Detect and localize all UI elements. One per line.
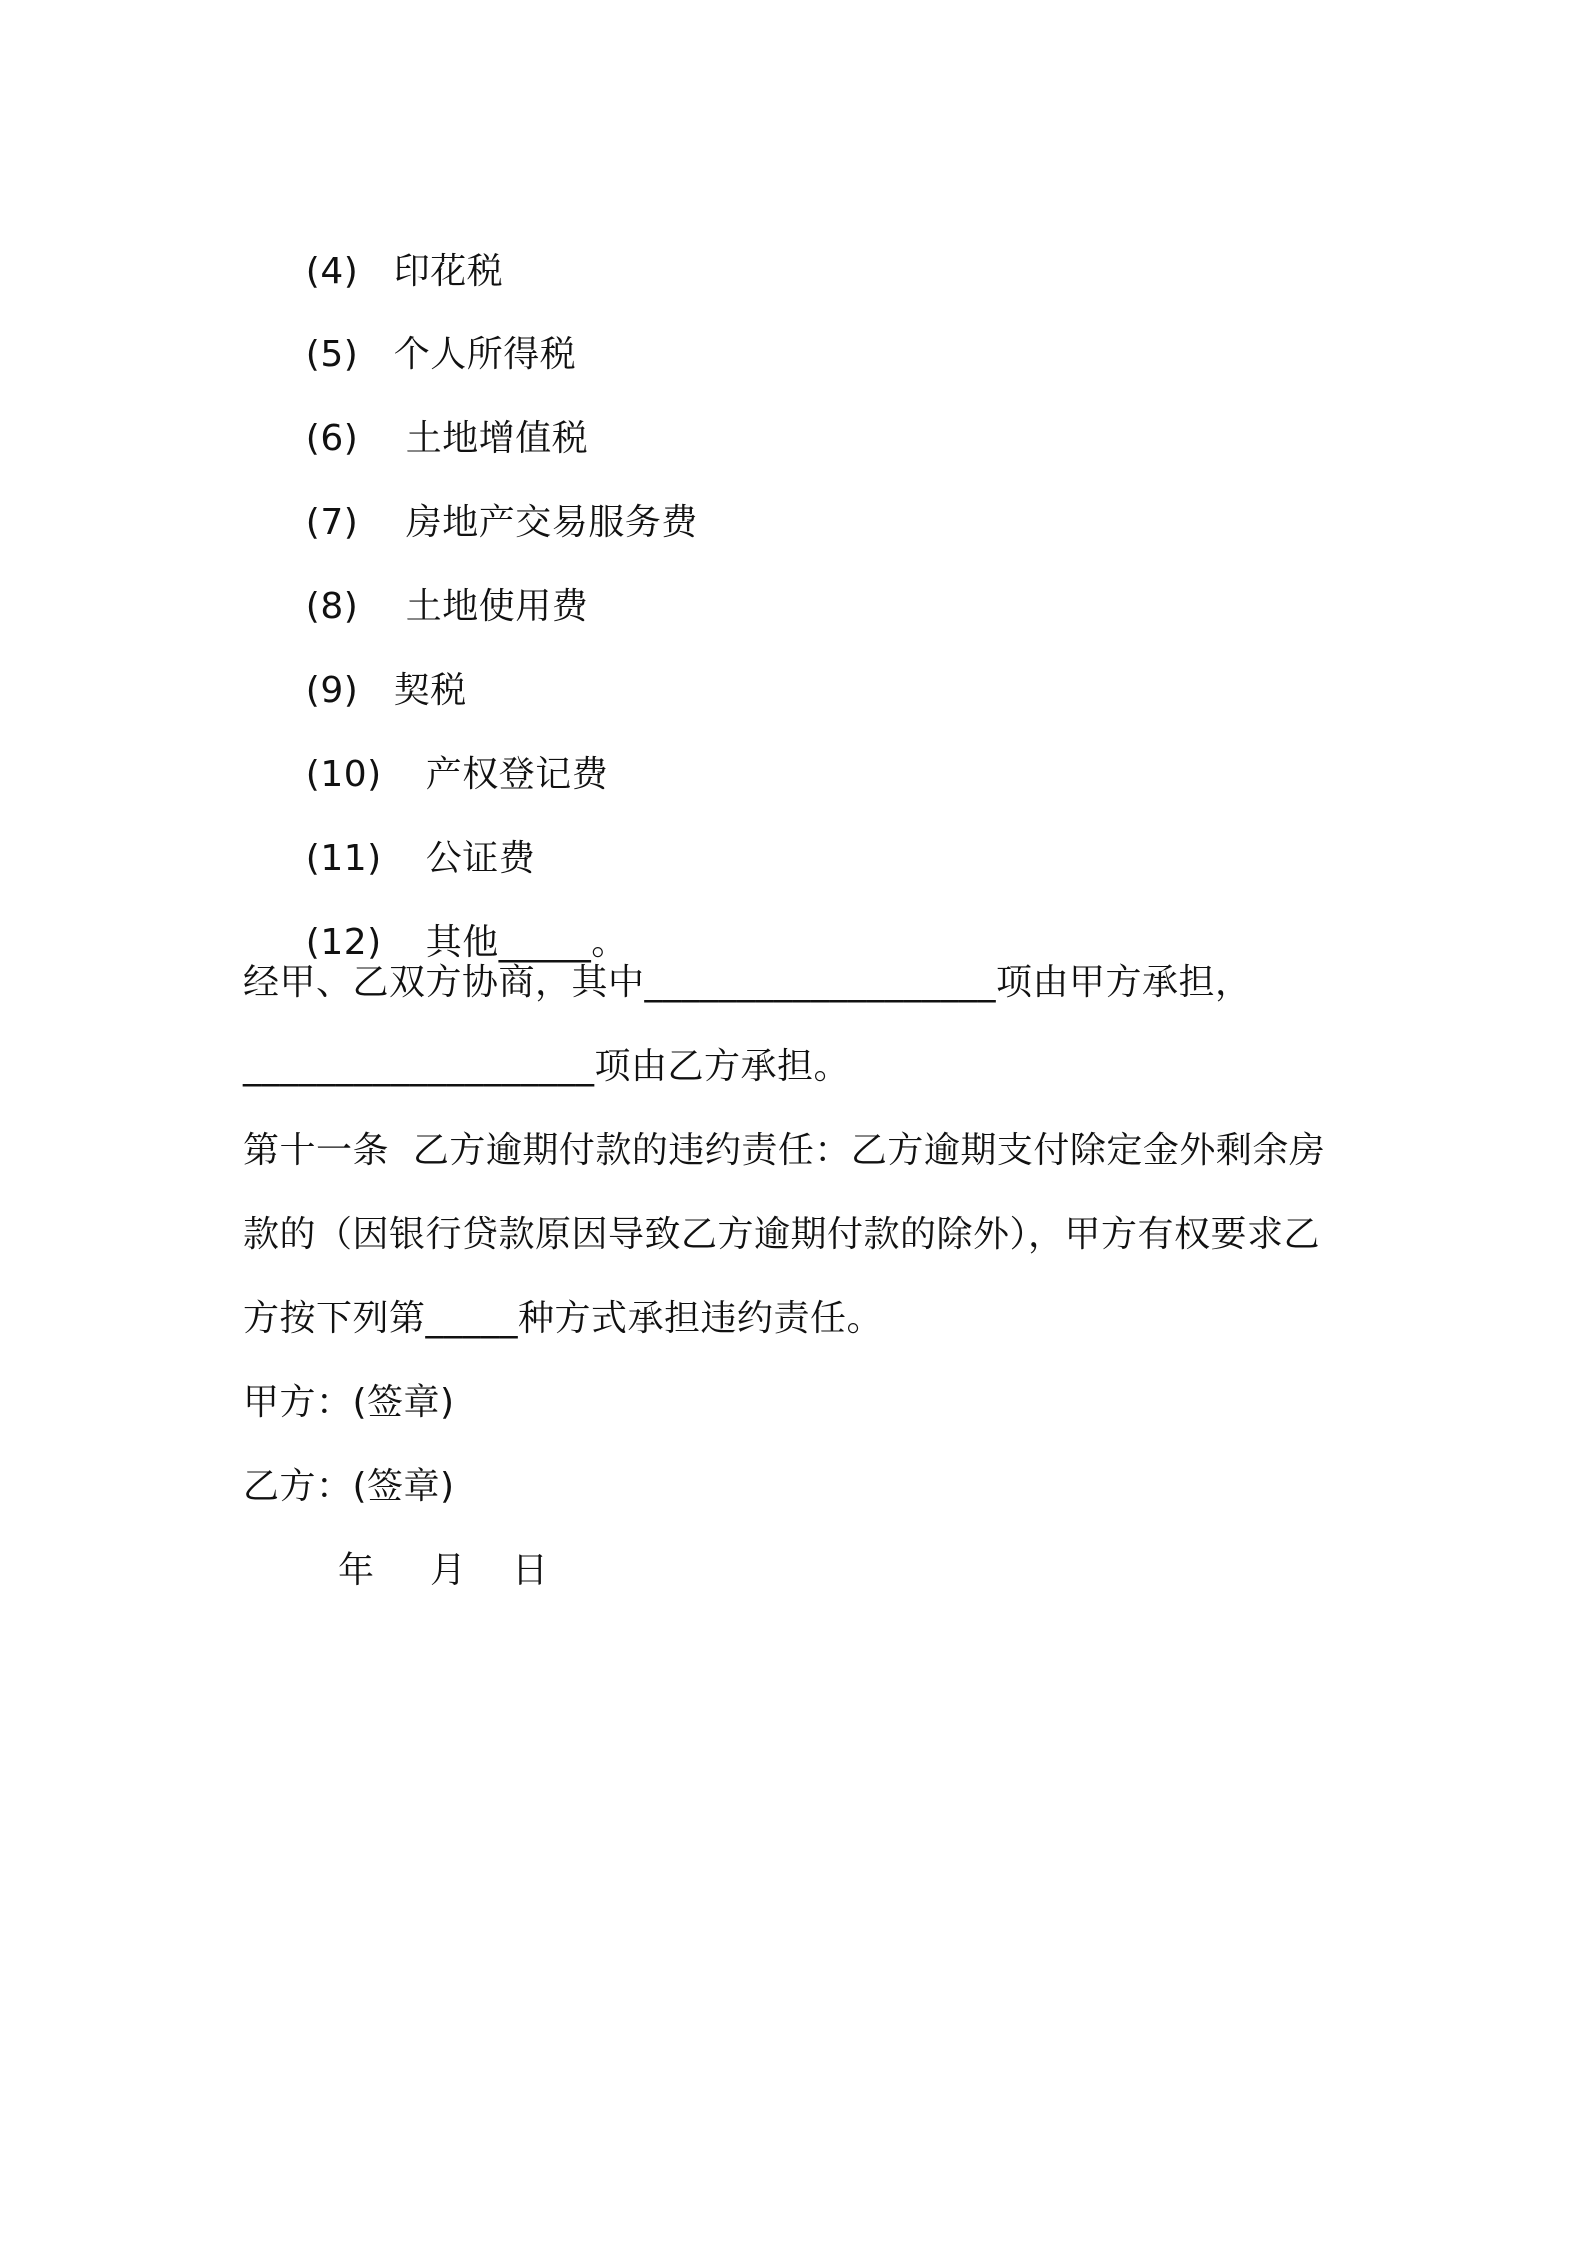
negotiation-line-1: 经甲、乙双方协商，其中___________________项由甲方承担， — [243, 962, 1252, 1003]
date-year-label: 年 — [338, 1550, 375, 1591]
date-month-label: 月 — [430, 1550, 467, 1591]
fee-item-number: (12) — [305, 922, 382, 963]
fee-item-number: (8) — [305, 586, 359, 627]
fee-item-number: (11) — [305, 838, 382, 879]
fee-item-number: (7) — [305, 502, 359, 543]
party-b-signature: 乙方：(签章) — [243, 1466, 455, 1507]
fee-item-number: (4) — [305, 251, 359, 292]
fee-item-label: 其他_____。 — [425, 922, 628, 963]
fee-item-number: (9) — [305, 670, 359, 711]
fee-item-number: (5) — [305, 334, 359, 375]
article-11-line-2: 款的（因银行贷款原因导致乙方逾期付款的除外），甲方有权要求乙 — [243, 1214, 1321, 1255]
article-11-line-1: 第十一条 乙方逾期付款的违约责任：乙方逾期支付除定金外剩余房 — [243, 1130, 1326, 1171]
date-day-label: 日 — [512, 1550, 549, 1591]
article-11-line-3: 方按下列第_____种方式承担违约责任。 — [243, 1298, 884, 1339]
fee-item-label: 契税 — [393, 670, 467, 711]
fee-item-label: 印花税 — [393, 251, 504, 292]
fee-item-label: 个人所得税 — [393, 334, 577, 375]
fee-item-label: 房地产交易服务费 — [405, 502, 698, 543]
fee-item-label: 公证费 — [425, 838, 536, 879]
fee-item-label: 产权登记费 — [425, 754, 609, 795]
fee-item-number: (10) — [305, 754, 382, 795]
fee-item-number: (6) — [305, 418, 359, 459]
party-a-signature: 甲方：(签章) — [243, 1382, 455, 1423]
fee-item-label: 土地使用费 — [405, 586, 589, 627]
negotiation-line-2: ___________________项由乙方承担。 — [243, 1046, 851, 1087]
fee-item-label: 土地增值税 — [405, 418, 589, 459]
